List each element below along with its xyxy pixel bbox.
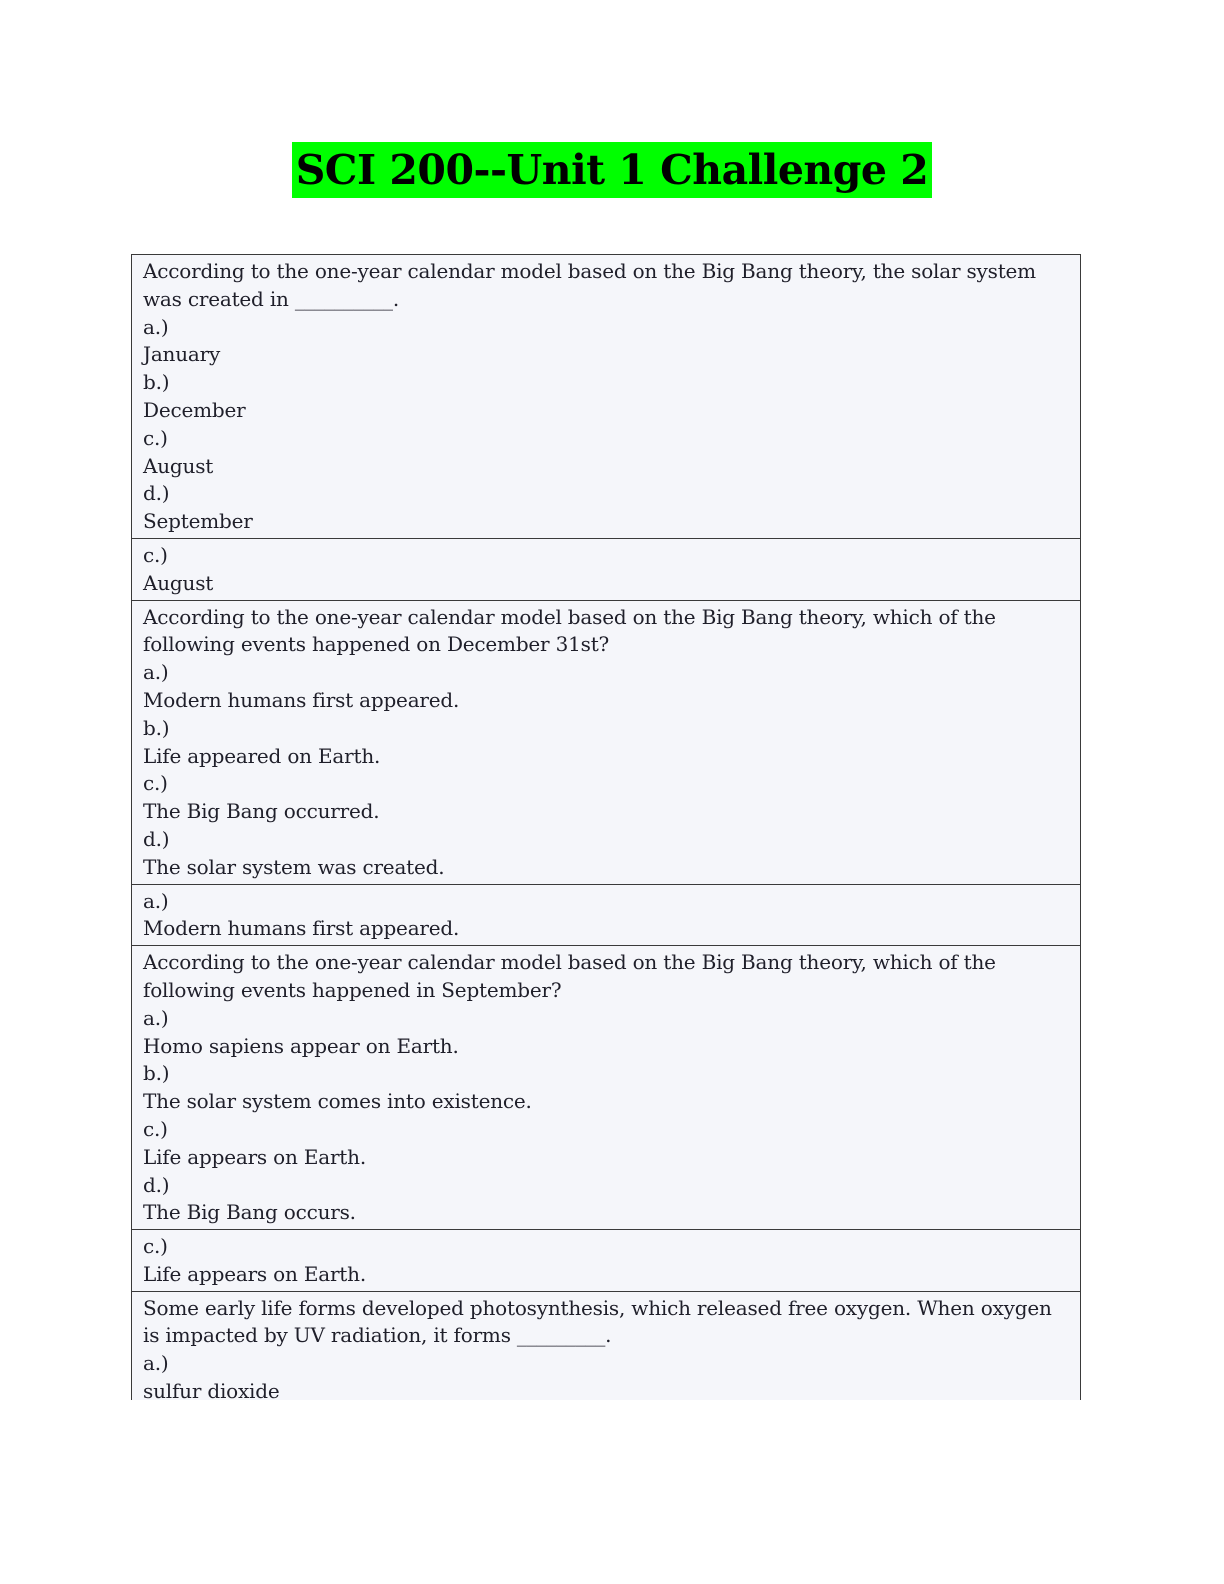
answer-letter: c.) <box>143 1234 168 1259</box>
option-letter: c.) <box>143 425 168 450</box>
option-letter: d.) <box>143 1172 170 1197</box>
answer-letter: a.) <box>143 888 169 913</box>
option-text: August <box>143 453 214 478</box>
document-title: SCI 200--Unit 1 Challenge 2 <box>292 142 933 198</box>
question-cell-4 <box>132 1292 1080 1400</box>
option-letter: b.) <box>143 715 170 740</box>
option-text: The Big Bang occurs. <box>143 1200 356 1225</box>
option-text: Life appears on Earth. <box>143 1144 366 1169</box>
option-letter: c.) <box>143 1116 168 1141</box>
option-text: December <box>143 397 246 422</box>
option-text: Life appeared on Earth. <box>143 743 381 768</box>
option-letter: a.) <box>143 660 169 685</box>
question-prompt: According to the one-year calendar model based on the Big Bang theory, which of the following events happened in September? <box>143 950 1002 1002</box>
answer-text: Life appears on Earth. <box>143 1261 366 1286</box>
answer-cell-1 <box>132 539 1080 601</box>
option-letter: a.) <box>143 1351 169 1376</box>
question-cell-2 <box>132 601 1080 885</box>
question-cell-3 <box>132 946 1080 1230</box>
option-letter: c.) <box>143 771 168 796</box>
question-cell-1 <box>132 255 1080 539</box>
option-text: Modern humans first appeared. <box>143 687 460 712</box>
title-container <box>0 142 1224 198</box>
answer-cell-3 <box>132 1230 1080 1292</box>
question-prompt: According to the one-year calendar model based on the Big Bang theory, which of the following events happened on December 31st? <box>143 604 1002 657</box>
question-prompt: According to the one-year calendar model based on the Big Bang theory, the solar system was created in __________. <box>143 259 1043 311</box>
option-letter: d.) <box>143 826 170 851</box>
option-letter: a.) <box>143 1005 169 1030</box>
answer-text: August <box>143 570 214 595</box>
answer-text: Modern humans first appeared. <box>143 916 460 941</box>
option-letter: a.) <box>143 314 169 339</box>
question-answer-table <box>131 254 1081 1400</box>
option-text: September <box>143 509 253 534</box>
option-text: The solar system comes into existence. <box>143 1089 532 1114</box>
answer-cell-2 <box>132 885 1080 947</box>
option-letter: b.) <box>143 1061 170 1086</box>
option-letter: d.) <box>143 481 170 506</box>
option-text: sulfur dioxide <box>143 1379 280 1400</box>
option-text: January <box>143 342 221 367</box>
option-text: The solar system was created. <box>143 854 445 879</box>
option-text: The Big Bang occurred. <box>143 799 380 824</box>
option-letter: b.) <box>143 370 170 395</box>
option-text: Homo sapiens appear on Earth. <box>143 1033 459 1058</box>
question-prompt: Some early life forms developed photosynthesis, which released free oxygen. When oxygen is impacted by UV radiation, it forms _________. <box>143 1295 1058 1348</box>
answer-letter: c.) <box>143 542 168 567</box>
